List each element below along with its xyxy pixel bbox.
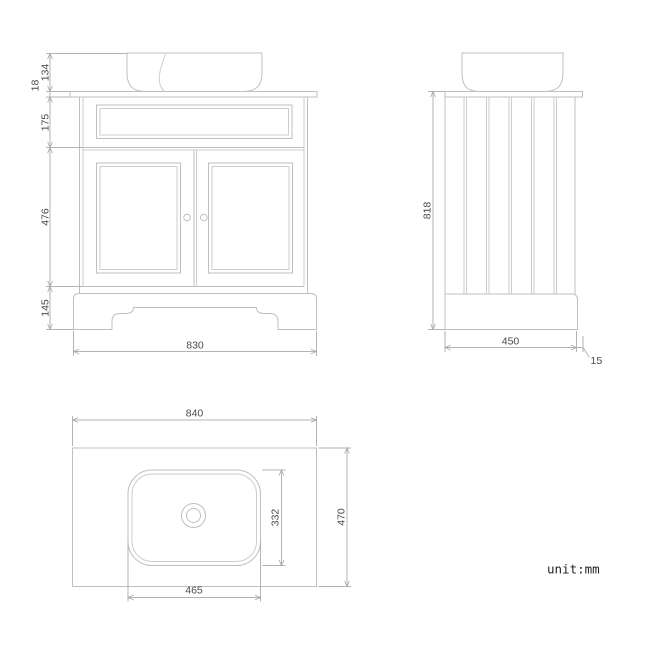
dim-front-sink-height: 134 <box>39 63 52 82</box>
plan-basin-outer <box>128 470 261 566</box>
dim-front-top-rail: 175 <box>39 113 52 132</box>
dim-plan-depth: 470 <box>335 508 348 526</box>
side-sink-outline <box>462 53 563 92</box>
front-left-door-panel-inner <box>100 167 177 270</box>
side-panel-grooves <box>464 97 557 294</box>
side-view <box>445 53 583 330</box>
drain-inner-circle <box>187 509 201 523</box>
side-countertop <box>445 92 583 98</box>
front-countertop <box>70 92 317 98</box>
dim-plan-basin-depth: 332 <box>269 508 282 527</box>
front-sink-outline <box>127 53 262 92</box>
front-drawer-panel-outer <box>97 105 293 139</box>
dim-side-depth: 450 <box>501 335 520 348</box>
dim-plan-basin-width: 465 <box>185 584 203 597</box>
leader-line <box>583 348 590 358</box>
right-door-knob <box>201 214 208 221</box>
plan-basin-inner <box>132 474 257 562</box>
dim-front-plinth-height: 145 <box>39 299 52 317</box>
dim-front-width: 830 <box>186 339 204 352</box>
front-drawer-panel-inner <box>100 109 289 136</box>
unit-note: unit:mm <box>547 561 600 577</box>
dim-side-height: 818 <box>421 201 434 220</box>
front-right-door-panel-inner <box>212 167 289 270</box>
front-left-door-panel-outer <box>97 163 181 273</box>
front-view <box>70 53 317 330</box>
dim-front-door-height: 476 <box>39 208 52 226</box>
drain-outer-circle <box>182 504 206 528</box>
dim-side-overhang: 15 <box>590 355 603 367</box>
dim-plan-width: 840 <box>185 407 204 420</box>
side-plinth <box>445 294 578 330</box>
front-right-door-panel-outer <box>209 163 293 273</box>
front-plinth <box>74 294 317 330</box>
plan-dimensions <box>73 408 352 602</box>
left-door-knob <box>184 214 191 221</box>
dim-front-counter-thickness: 18 <box>29 79 42 92</box>
front-sink-bowl-curve <box>159 53 166 91</box>
